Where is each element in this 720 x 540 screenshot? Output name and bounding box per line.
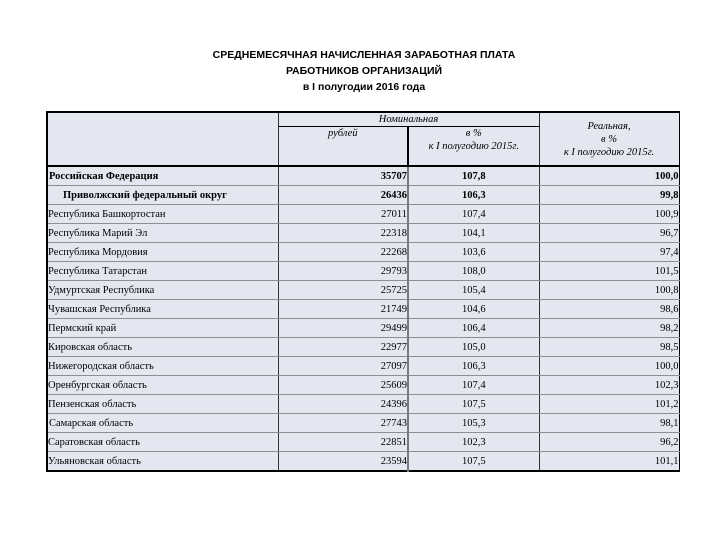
real-pct: 98,6 bbox=[539, 300, 679, 319]
table-header bbox=[47, 112, 679, 166]
table-row bbox=[47, 376, 679, 395]
table-row bbox=[47, 338, 679, 357]
header-real-line-2: в % bbox=[601, 133, 617, 145]
table-row bbox=[47, 357, 679, 376]
wage-rubles: 27097 bbox=[278, 357, 408, 376]
wage-rubles: 22977 bbox=[278, 338, 408, 357]
title-line-1: СРЕДНЕМЕСЯЧНАЯ НАЧИСЛЕННАЯ ЗАРАБОТНАЯ ПЛАТА bbox=[212, 49, 516, 61]
region-name: Республика Татарстан bbox=[47, 262, 278, 281]
real-pct: 99,8 bbox=[539, 186, 679, 205]
real-pct: 96,2 bbox=[539, 433, 679, 452]
nominal-pct: 105,4 bbox=[408, 281, 539, 300]
real-pct: 100,9 bbox=[539, 205, 679, 224]
wage-rubles: 21749 bbox=[278, 300, 408, 319]
nominal-pct: 106,3 bbox=[408, 186, 539, 205]
wage-rubles: 25725 bbox=[278, 281, 408, 300]
wage-rubles: 27011 bbox=[278, 205, 408, 224]
real-pct: 98,2 bbox=[539, 319, 679, 338]
table-row bbox=[47, 395, 679, 414]
real-pct: 98,5 bbox=[539, 338, 679, 357]
nominal-pct: 105,0 bbox=[408, 338, 539, 357]
region-name: Саратовская область bbox=[47, 433, 278, 452]
region-name: Чувашская Республика bbox=[47, 300, 278, 319]
table-row bbox=[47, 224, 679, 243]
wage-rubles: 22318 bbox=[278, 224, 408, 243]
header-nominal: Номинальная bbox=[278, 112, 539, 127]
region-name: Пермский край bbox=[47, 319, 278, 338]
title-line-3: в I полугодии 2016 года bbox=[302, 81, 426, 93]
nominal-pct: 104,6 bbox=[408, 300, 539, 319]
wage-rubles: 26436 bbox=[278, 186, 408, 205]
table-row bbox=[47, 319, 679, 338]
table-row bbox=[47, 452, 679, 472]
header-nominal-pct bbox=[408, 127, 539, 167]
real-pct: 98,1 bbox=[539, 414, 679, 433]
region-name: Российская Федерация bbox=[47, 166, 278, 186]
wage-rubles: 27743 bbox=[278, 414, 408, 433]
real-pct: 101,1 bbox=[539, 452, 679, 472]
header-real-line-3: к I полугодию 2015г. bbox=[563, 146, 655, 158]
header-pct-line-2: к I полугодию 2015г. bbox=[428, 141, 519, 152]
table-row bbox=[47, 186, 679, 205]
real-pct: 100,0 bbox=[539, 357, 679, 376]
header-pct-line-1: в % bbox=[465, 128, 482, 139]
wage-rubles: 24396 bbox=[278, 395, 408, 414]
real-pct: 102,3 bbox=[539, 376, 679, 395]
nominal-pct: 102,3 bbox=[408, 433, 539, 452]
region-name: Нижегородская область bbox=[47, 357, 278, 376]
region-name: Республика Башкортостан bbox=[47, 205, 278, 224]
wage-rubles: 35707 bbox=[278, 166, 408, 186]
wage-rubles: 23594 bbox=[278, 452, 408, 472]
region-name: Ульяновская область bbox=[47, 452, 278, 472]
nominal-pct: 103,6 bbox=[408, 243, 539, 262]
region-name: Самарская область bbox=[47, 414, 278, 433]
nominal-pct: 107,5 bbox=[408, 395, 539, 414]
real-pct: 96,7 bbox=[539, 224, 679, 243]
wage-rubles: 29499 bbox=[278, 319, 408, 338]
region-name: Оренбургская область bbox=[47, 376, 278, 395]
nominal-pct: 106,4 bbox=[408, 319, 539, 338]
nominal-pct: 107,5 bbox=[408, 452, 539, 472]
nominal-pct: 105,3 bbox=[408, 414, 539, 433]
wage-rubles: 22268 bbox=[278, 243, 408, 262]
title-line-2: РАБОТНИКОВ ОРГАНИЗАЦИЙ bbox=[285, 65, 443, 77]
nominal-pct: 106,3 bbox=[408, 357, 539, 376]
nominal-pct: 108,0 bbox=[408, 262, 539, 281]
header-real-line-1: Реальная, bbox=[587, 120, 631, 132]
region-name: Пензенская область bbox=[47, 395, 278, 414]
header-rubles: рублей bbox=[278, 127, 408, 167]
table-row bbox=[47, 243, 679, 262]
nominal-pct: 107,8 bbox=[408, 166, 539, 186]
table-row bbox=[47, 414, 679, 433]
table-row bbox=[47, 433, 679, 452]
wage-rubles: 22851 bbox=[278, 433, 408, 452]
region-name: Удмуртская Республика bbox=[47, 281, 278, 300]
header-real bbox=[539, 112, 679, 166]
table-row bbox=[47, 166, 679, 186]
region-name: Республика Мордовия bbox=[47, 243, 278, 262]
nominal-pct: 104,1 bbox=[408, 224, 539, 243]
table-row bbox=[47, 281, 679, 300]
real-pct: 101,2 bbox=[539, 395, 679, 414]
real-pct: 101,5 bbox=[539, 262, 679, 281]
table-body bbox=[47, 166, 679, 471]
wage-table bbox=[46, 111, 680, 472]
table-row bbox=[47, 300, 679, 319]
table-row bbox=[47, 262, 679, 281]
region-name: Республика Марий Эл bbox=[47, 224, 278, 243]
wage-rubles: 25609 bbox=[278, 376, 408, 395]
table-row bbox=[47, 205, 679, 224]
real-pct: 100,0 bbox=[539, 166, 679, 186]
nominal-pct: 107,4 bbox=[408, 376, 539, 395]
region-name: Приволжский федеральный округ bbox=[47, 186, 278, 205]
document-title bbox=[0, 47, 720, 95]
wage-rubles: 29793 bbox=[278, 262, 408, 281]
nominal-pct: 107,4 bbox=[408, 205, 539, 224]
real-pct: 100,8 bbox=[539, 281, 679, 300]
region-name: Кировская область bbox=[47, 338, 278, 357]
real-pct: 97,4 bbox=[539, 243, 679, 262]
header-region-blank bbox=[47, 112, 278, 166]
